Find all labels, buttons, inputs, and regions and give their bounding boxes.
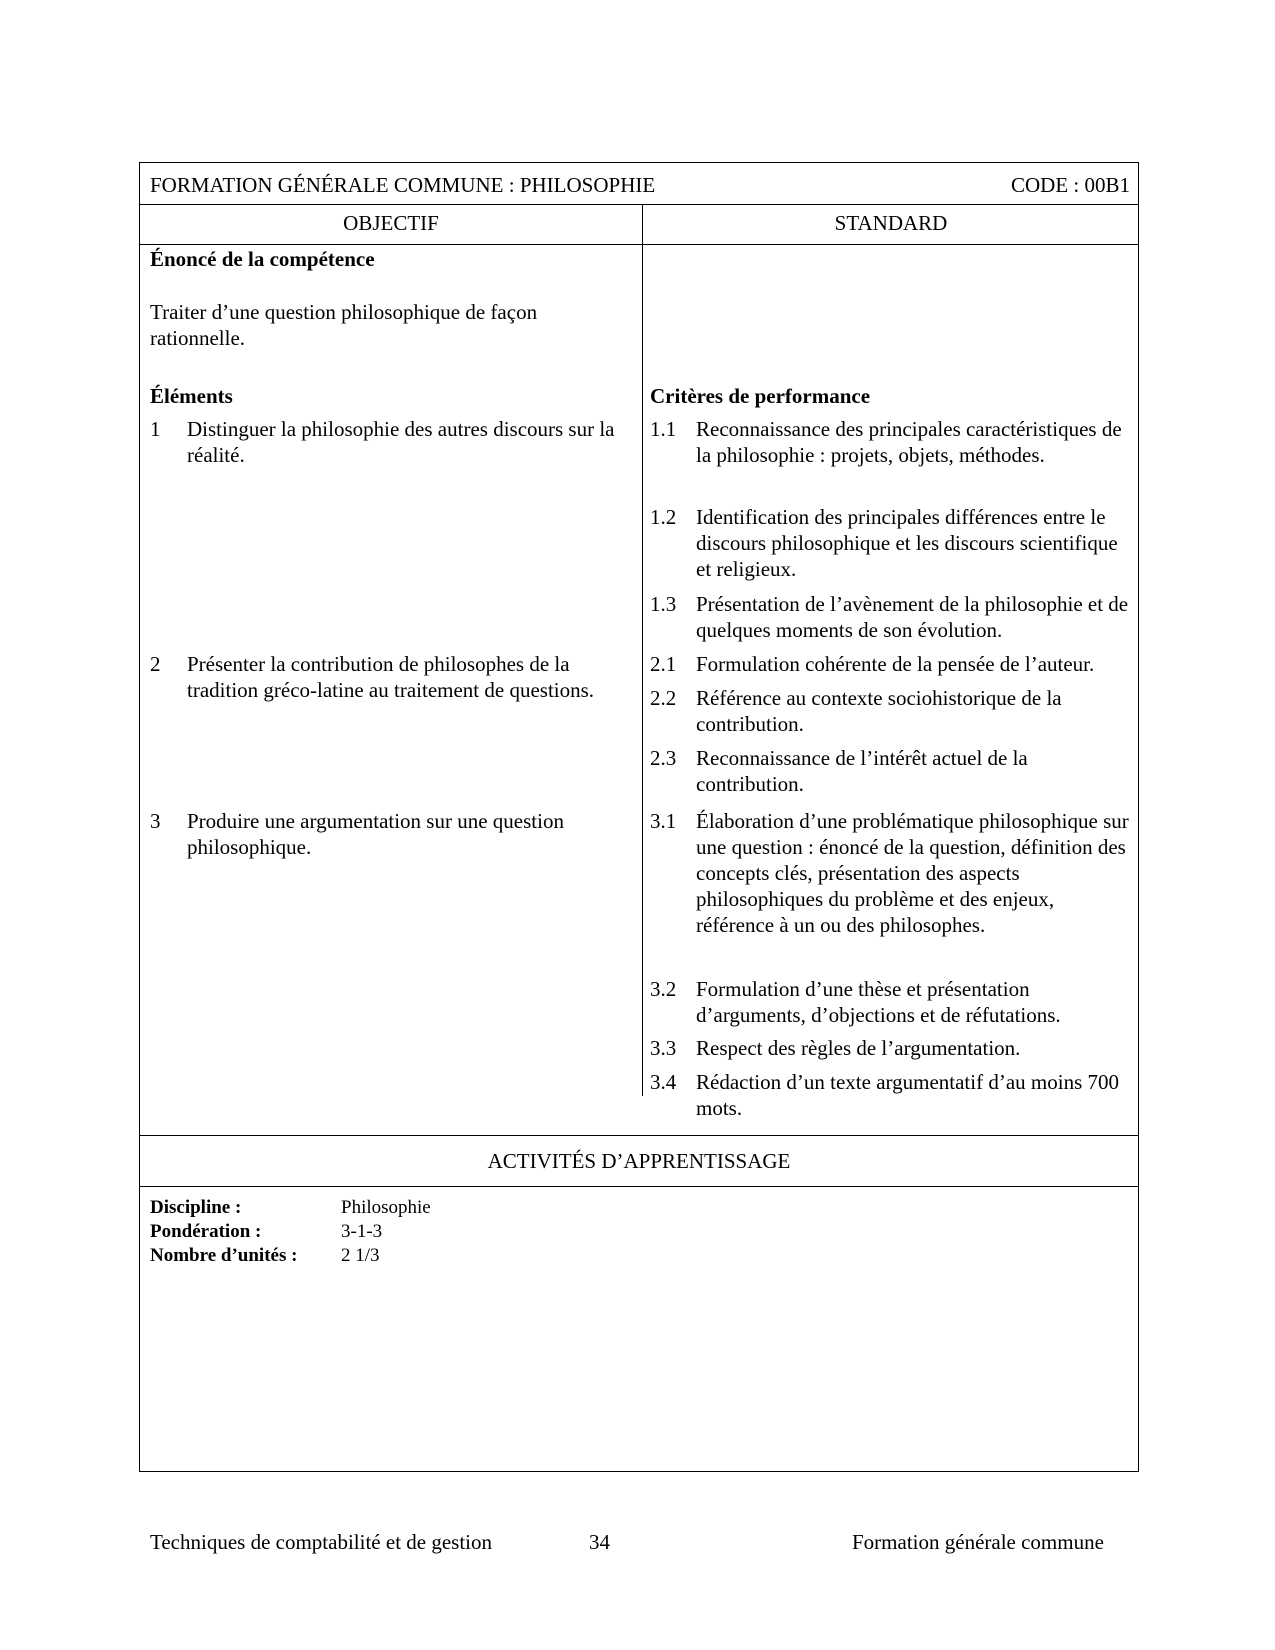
critere-number: 2.2 (650, 686, 677, 710)
unites-value: 2 1/3 (341, 1245, 380, 1266)
criteres-heading: Critères de performance (650, 384, 871, 408)
critere-text: Identification des principales différences entre le discours philosophique et les discours scientifique et religieux. (696, 505, 1118, 581)
critere-text: Formulation d’une thèse et présentation d’arguments, d’objections et de réfutations. (696, 977, 1061, 1027)
critere-text: Respect des règles de l’argumentation. (696, 1036, 1021, 1060)
element-number: 3 (150, 809, 161, 833)
competence-text: Traiter d’une question philosophique de façon rationnelle. (150, 300, 538, 350)
critere-text: Élaboration d’une problématique philosophique sur une question : énoncé de la question, définition des concepts clés, présentation des aspects philosophiques du problème et des enjeux, référence à un ou des philosophes. (696, 809, 1129, 937)
critere-number: 3.4 (650, 1070, 677, 1094)
footer-section: Formation générale commune (852, 1530, 1104, 1554)
critere-item (650, 504, 1132, 582)
critere-item (650, 1069, 1132, 1121)
critere-item (650, 685, 1132, 737)
critere-number: 2.1 (650, 652, 677, 676)
column-divider (642, 204, 643, 1096)
critere-item (650, 976, 1132, 1028)
element-item (150, 651, 620, 703)
discipline-value: Philosophie (341, 1197, 431, 1218)
element-number: 2 (150, 652, 161, 676)
objectif-heading: OBJECTIF (343, 211, 439, 235)
critere-number: 1.3 (650, 592, 677, 616)
discipline-label: Discipline : (150, 1197, 242, 1218)
critere-text: Présentation de l’avènement de la philosophie et de quelques moments de son évolution. (696, 592, 1129, 642)
critere-text: Formulation cohérente de la pensée de l’auteur. (696, 652, 1095, 676)
table-title: FORMATION GÉNÉRALE COMMUNE : PHILOSOPHIE (150, 173, 656, 197)
critere-number: 3.2 (650, 977, 677, 1001)
divider (140, 1135, 1138, 1136)
standard-heading: STANDARD (834, 211, 948, 235)
critere-text: Rédaction d’un texte argumentatif d’au moins 700 mots. (696, 1070, 1120, 1120)
divider (140, 204, 1138, 205)
ponderation-label: Pondération : (150, 1221, 262, 1242)
unites-label: Nombre d’unités : (150, 1245, 298, 1266)
critere-number: 1.1 (650, 417, 677, 441)
critere-item (650, 651, 1136, 677)
critere-number: 2.3 (650, 746, 677, 770)
elements-heading: Éléments (150, 384, 233, 408)
element-text: Présenter la contribution de philosophes de la tradition gréco-latine au traitement de questions. (187, 652, 595, 702)
element-number: 1 (150, 417, 161, 441)
divider (140, 244, 1138, 245)
critere-item (650, 416, 1132, 468)
critere-number: 1.2 (650, 505, 677, 529)
element-text: Distinguer la philosophie des autres discours sur la réalité. (187, 417, 615, 467)
competence-table (139, 162, 1139, 1472)
activites-heading: ACTIVITÉS D’APPRENTISSAGE (487, 1149, 791, 1173)
divider (140, 1186, 1138, 1187)
critere-text: Référence au contexte sociohistorique de la contribution. (696, 686, 1062, 736)
critere-item (650, 745, 1132, 797)
element-text: Produire une argumentation sur une question philosophique. (187, 809, 564, 859)
footer-page-number: 34 (589, 1530, 610, 1554)
footer-program: Techniques de comptabilité et de gestion (150, 1530, 493, 1554)
competence-heading: Énoncé de la compétence (150, 247, 375, 271)
critere-number: 3.1 (650, 809, 677, 833)
critere-item (650, 591, 1132, 643)
element-item (150, 416, 620, 468)
element-item (150, 808, 620, 860)
course-code: CODE : 00B1 (1010, 173, 1130, 197)
critere-text: Reconnaissance de l’intérêt actuel de la contribution. (696, 746, 1028, 796)
critere-text: Reconnaissance des principales caractéristiques de la philosophie : projets, objets, méthodes. (696, 417, 1122, 467)
critere-number: 3.3 (650, 1036, 677, 1060)
critere-item (650, 1035, 1132, 1061)
ponderation-value: 3-1-3 (341, 1221, 383, 1242)
critere-item (650, 808, 1132, 938)
